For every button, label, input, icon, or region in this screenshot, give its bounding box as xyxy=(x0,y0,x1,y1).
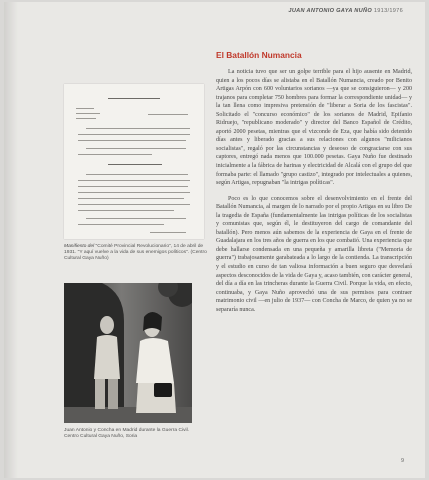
page-number: 9 xyxy=(401,458,405,464)
running-head xyxy=(288,8,403,14)
manifesto-document-image xyxy=(64,84,204,239)
photo-caption xyxy=(64,428,214,440)
paragraph-2: Poco es lo que conocemos sobre el desenvolvimiento en el frente del Batallón Numancia, al margen de lo narrado por el propio Artigas en su libro De la tragedia de España (fundamentalmente las intrigas políticas de los socialistas y comunistas que, según él, le destituyeron del cargo de comandante del batallón). Pero menos aún sabemos de la experiencia de Gaya en el frente de Guadalajara en los tres años de guerra en los que combatió. Una experiencia que debe hallarse condensada en una pequeña y amarilla libreta ("Memoria de guerra") trabajosamente garabateada a lo largo de la contienda. La transcripción y el estudio en curso de tan valiosa información a buen seguro que desvelará aspectos desconocidos de la vida de Gaya y, acaso también, con carácter general, del día a día en las trincheras durante la Guerra Civil. Porque la vida, en efecto, continuaba, y Gaya Nuño aprovechó una de sus permisos para contraer matrimonio civil —en julio de 1937— con Concha de Marco, de quien ya no se separaría nunca. xyxy=(216,195,412,313)
manifesto-caption-prefix: Manifiesto del xyxy=(64,244,95,249)
book-page xyxy=(4,2,425,478)
section-title: El Batallón Numancia xyxy=(216,50,302,60)
spine-shadow xyxy=(4,2,18,478)
photo-caption-credit: Centro Cultural Gaya Nuño, Soria xyxy=(64,434,138,440)
paragraph-1: La noticia tuvo que ser un golpe terrible para el hijo ausente en Madrid, quien a los pocos días se alistaba en el Batallón Numancia, creado por Benito Artigas Arpón con 600 voluntarios sorianos —ya que se consiguieron— y 200 trajanos para completar 750 hombres para formar la correspondiente unidad— y la tan llena como impresiva pretensión de "liberar a Soria de los fascistas". Solicitado el "concurso económico" de los sorianos de Madrid, Epifanio Ridruejo, "republicano moderado" y director del Banco Español de Crédito, aportó 2000 pesetas, mientras que el vizconde de Eza, que había sido detenido días antes y liberado gracias a sus relaciones con algunos "milicianos socialistas", regaló por las circunstancias y deseoso de congraciarse con sus captores, entregó nada menos que 100.000 pesetas. Gaya Nuño fue destinado inicialmente a la fábrica de harinas y electricidad de Alcalá con el grupo del que formaba parte: el llamado "grupo castizo", integrado por intelectuales a quienes, según Artigas, repugnaban "la intrigas políticas". xyxy=(216,69,412,187)
running-head-years: 1913/1976 xyxy=(373,8,403,14)
couple-photograph xyxy=(64,283,192,423)
manifesto-caption-text: "Comité Provincial Revolucionario", 14 de abril de 1931. "Y aquí vuelve a la vida de sus enemigos políticos". (Centro Cultural Gaya Nuño) xyxy=(64,244,207,262)
running-head-author: JUAN ANTONIO GAYA NUÑO xyxy=(288,8,372,14)
manifesto-caption xyxy=(64,244,214,263)
photo-caption-text: Juan Antonio y Concha en Madrid durante la Guerra Civil. xyxy=(64,428,190,433)
article-body xyxy=(216,68,412,314)
photograph-drawing xyxy=(64,283,192,423)
